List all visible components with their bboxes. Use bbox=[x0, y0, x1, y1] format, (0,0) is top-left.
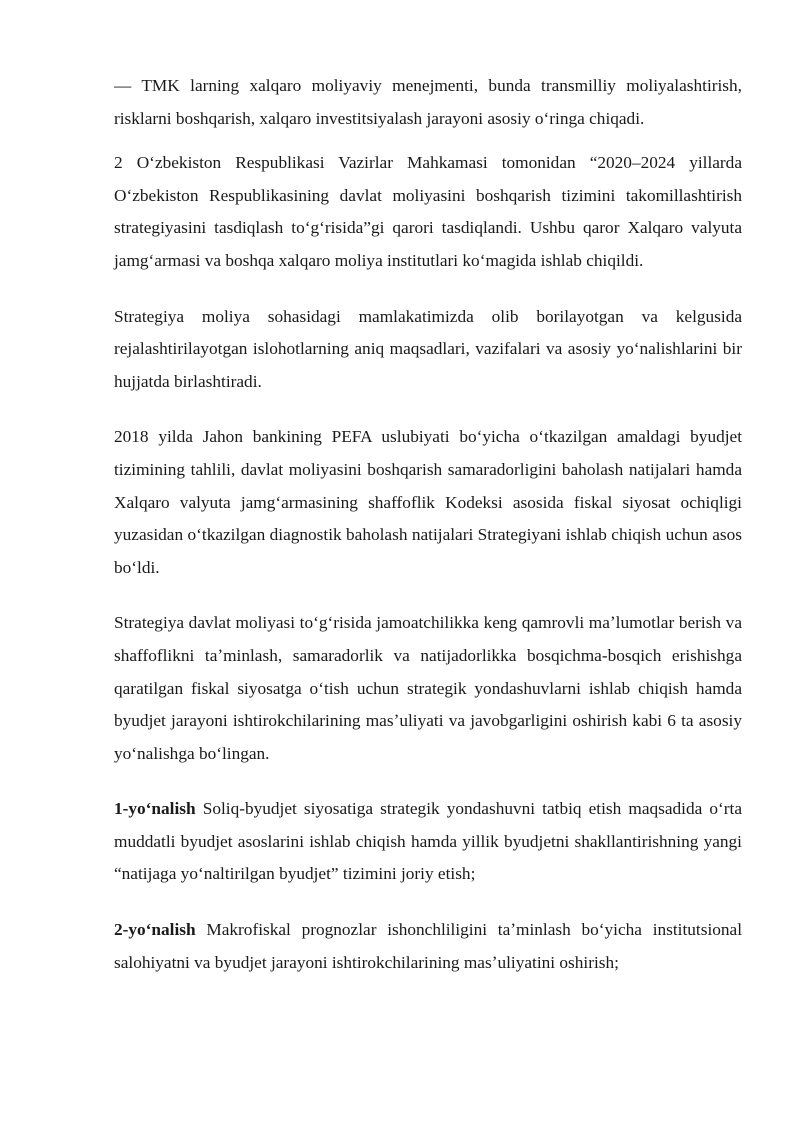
paragraph-pefa-analysis bbox=[114, 421, 742, 584]
paragraph-text: Strategiya davlat moliyasi toʻgʻrisida jamoatchilikka keng qamrovli maʼlumotlar berish va shaffoflikni taʼminlash, samaradorlik va natijadorlikka bosqichma-bosqich erishishga qaratilgan fiskal siyosatga oʻtish uchun strategik yondashuvlarni ishlab chiqish hamda byudjet jarayoni ishtirokchilarining masʼuliyati va javobgarligini oshirish kabi 6 ta asosiy yoʻnalishga boʻlingan. bbox=[114, 613, 742, 763]
direction-2-heading: 2-yoʻnalish bbox=[114, 920, 196, 940]
paragraph-text: — TMK larning xalqaro moliyaviy menejmenti, bunda transmilliy moliyalashtirish, risklarni boshqarish, xalqaro investitsiyalash jarayoni asosiy oʻringa chiqadi. bbox=[114, 76, 742, 128]
direction-1-heading: 1-yoʻnalish bbox=[114, 799, 196, 819]
paragraph-tmk-management bbox=[114, 70, 742, 135]
paragraph-text: Soliq-byudjet siyosatiga strategik yondashuvni tatbiq etish maqsadida oʻrta muddatli byudjet asoslarini ishlab chiqish hamda yillik byudjetni shakllantirishning yangi “natijaga yoʻnaltirilgan byudjet” tizimini joriy etish; bbox=[114, 799, 742, 884]
document-page bbox=[114, 70, 742, 991]
paragraph-text: 2 Oʻzbekiston Respublikasi Vazirlar Mahkamasi tomonidan “2020–2024 yillarda Oʻzbekiston Respublikasining davlat moliyasini boshqarish tizimini takomillashtirish strategiyasini tasdiqlash toʻgʻrisida”gi qarori tasdiqlandi. Ushbu qaror Xalqaro valyuta jamgʻarmasi va boshqa xalqaro moliya institutlari koʻmagida ishlab chiqildi. bbox=[114, 153, 742, 270]
paragraph-strategy-approval bbox=[114, 147, 742, 277]
paragraph-text: Strategiya moliya sohasidagi mamlakatimizda olib borilayotgan va kelgusida rejalashtirilayotgan islohotlarning aniq maqsadlari, vazifalari va asosiy yoʻnalishlarini bir hujjatda birlashtiradi. bbox=[114, 306, 742, 391]
paragraph-text: Makrofiskal prognozlar ishonchliligini taʼminlash boʻyicha institutsional salohiyatni va byudjet jarayoni ishtirokchilarining masʼuliyatini oshirish; bbox=[114, 920, 742, 972]
paragraph-six-directions bbox=[114, 607, 742, 770]
paragraph-direction-2 bbox=[114, 914, 742, 979]
paragraph-text: 2018 yilda Jahon bankining PEFA uslubiyati boʻyicha oʻtkazilgan amaldagi byudjet tizimining tahlili, davlat moliyasini boshqarish samaradorligini baholash natijalari hamda Xalqaro valyuta jamgʻarmasining shaffoflik Kodeksi asosida fiskal siyosat ochiqligi yuzasidan oʻtkazilgan diagnostik baholash natijalari Strategiyani ishlab chiqish uchun asos boʻldi. bbox=[114, 427, 742, 577]
paragraph-strategy-goals bbox=[114, 301, 742, 399]
paragraph-direction-1 bbox=[114, 793, 742, 891]
